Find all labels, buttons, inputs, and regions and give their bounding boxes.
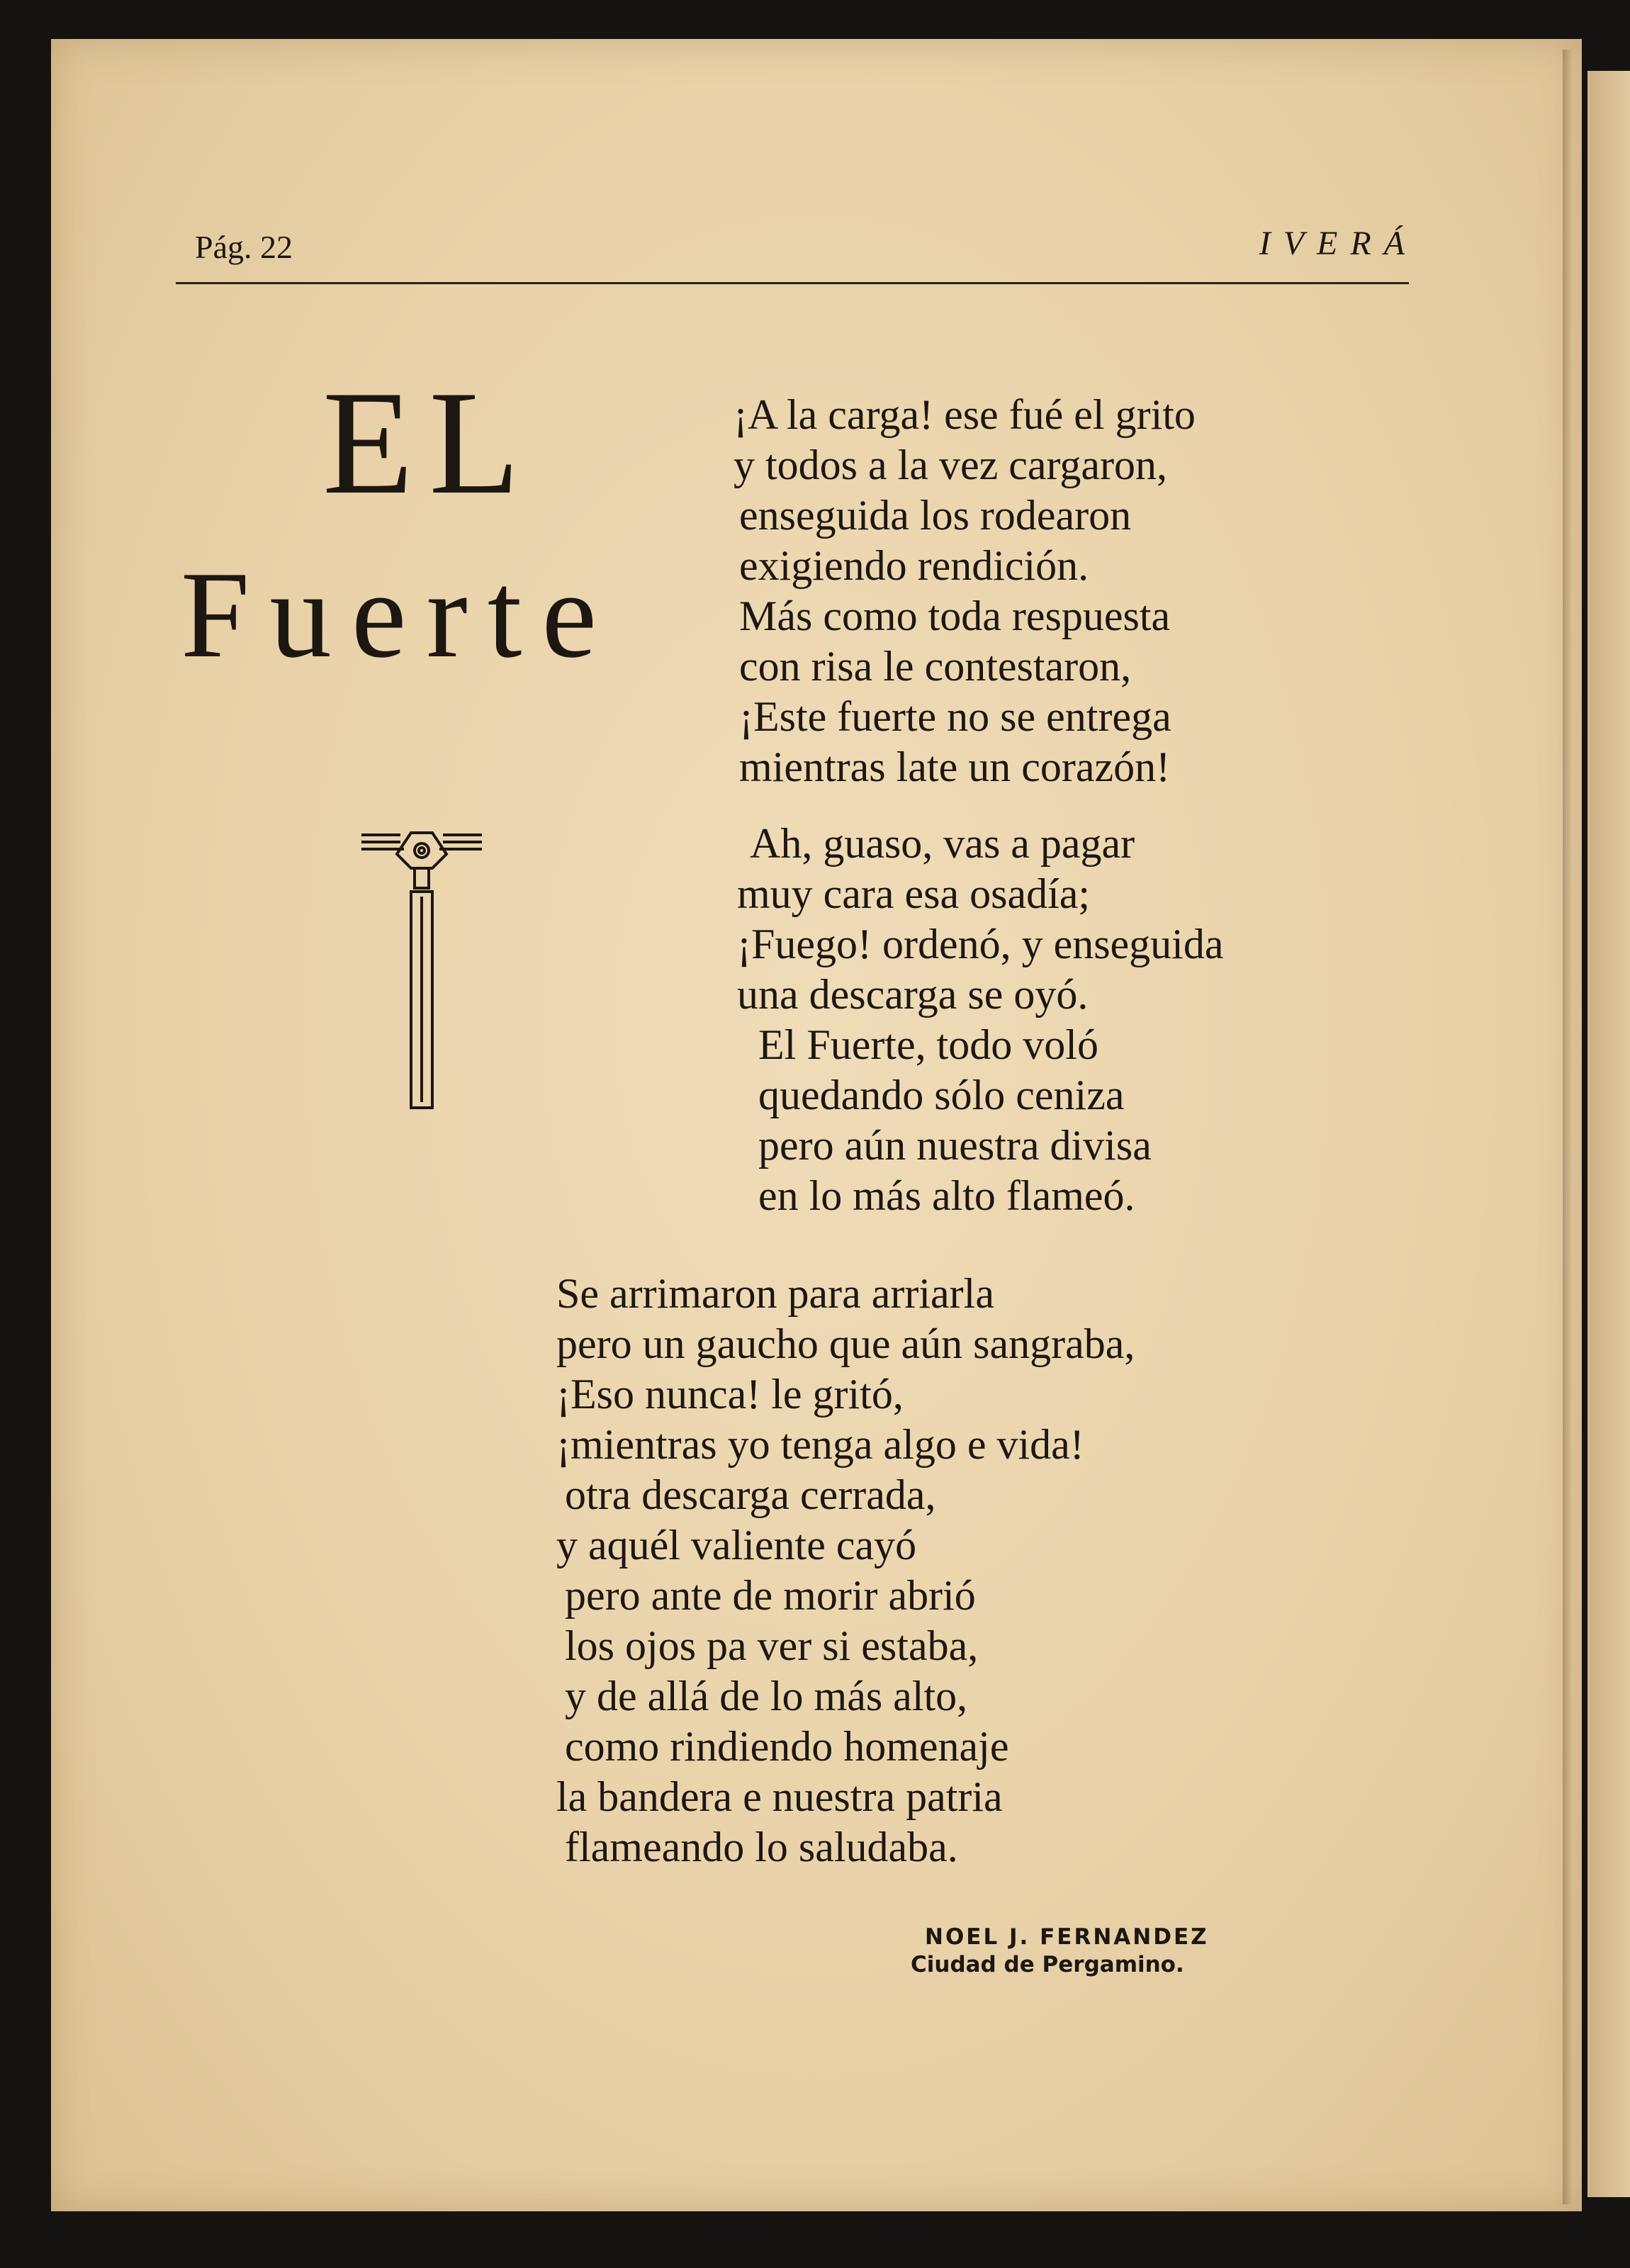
verse-line: ¡Eso nunca! le gritó, (556, 1371, 904, 1418)
verse-line: Más como toda respuesta (739, 593, 1171, 639)
verse-line: en lo más alto flameó. (758, 1172, 1135, 1219)
verse-line: ¡Fuego! ordenó, y enseguida (737, 921, 1224, 967)
verse-line: y de allá de lo más alto, (565, 1673, 968, 1719)
verse-line: flameando lo saludaba. (565, 1824, 958, 1870)
stanza-1 (734, 390, 1196, 792)
verse-line: quedando sólo ceniza (758, 1072, 1125, 1118)
verse-line: pero un gaucho que aún sangraba, (556, 1320, 1135, 1367)
poem-title-line2: Fuerte (181, 546, 617, 683)
page-number: Pág. 22 (195, 229, 293, 265)
next-page-edge (1587, 71, 1630, 2197)
verse-line: pero aún nuestra divisa (758, 1122, 1152, 1169)
verse-line: Ah, guaso, vas a pagar (750, 820, 1135, 867)
verse-line: El Fuerte, todo voló (758, 1021, 1098, 1068)
stanza-3 (556, 1269, 1135, 1873)
art-deco-ornament-icon (354, 829, 489, 1113)
verse-line: ¡Este fuerte no se entrega (739, 693, 1171, 740)
verse-line: pero ante de morir abrió (565, 1572, 976, 1619)
verse-line: y todos a la vez cargaron, (734, 442, 1167, 488)
page-gutter-shadow (1563, 50, 1573, 2204)
verse-line: enseguida los rodearon (739, 492, 1132, 539)
verse-line: los ojos pa ver si estaba, (565, 1622, 979, 1669)
verse-line: ¡A la carga! ese fué el grito (734, 391, 1196, 438)
author-name: NOEL J. FERNANDEZ (925, 1924, 1209, 1950)
running-head: IVERÁ (1259, 225, 1417, 262)
stanza-2 (737, 819, 1223, 1221)
verse-line: y aquél valiente cayó (556, 1522, 917, 1568)
verse-line: ¡mientras yo tenga algo e vida! (556, 1421, 1084, 1468)
poem-title-line1: EL (322, 361, 536, 525)
verse-line: una descarga se oyó. (737, 971, 1089, 1018)
verse-line: mientras late un corazón! (739, 743, 1171, 790)
author-place: Ciudad de Pergamino. (911, 1952, 1184, 1977)
poem-signature (911, 1924, 1209, 1979)
header-rule (176, 282, 1409, 284)
verse-line: otra descarga cerrada, (565, 1471, 936, 1518)
verse-line: la bandera e nuestra patria (556, 1773, 1003, 1820)
verse-line: como rindiendo homenaje (565, 1723, 1009, 1770)
verse-line: muy cara esa osadía; (737, 870, 1091, 917)
verse-line: exigiendo rendición. (739, 542, 1089, 589)
verse-line: con risa le contestaron, (739, 643, 1132, 690)
verse-line: Se arrimaron para arriarla (556, 1270, 994, 1317)
